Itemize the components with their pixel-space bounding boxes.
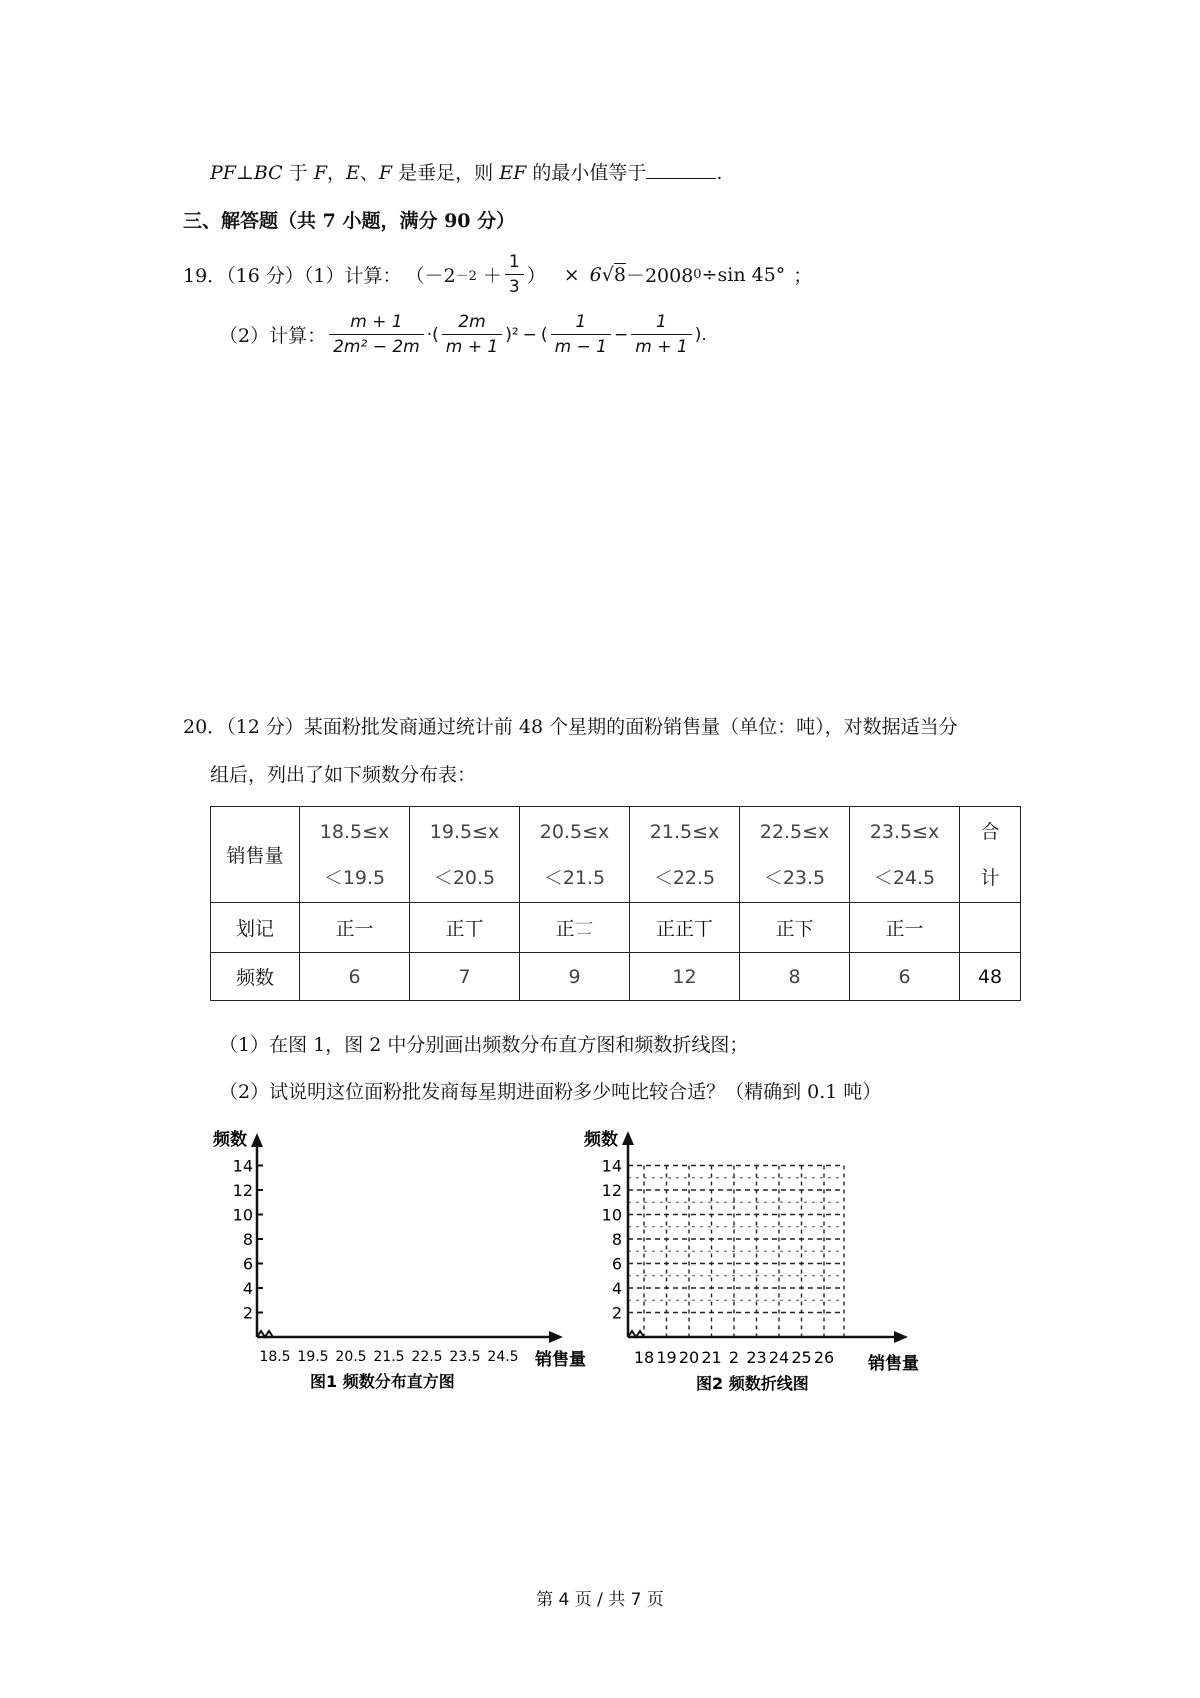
perp-symbol: ⊥ (235, 162, 254, 184)
total-header (960, 807, 1021, 903)
fig1-x-tick-label: 23.5 (449, 1349, 481, 1365)
fraction-2 (442, 310, 502, 359)
fig2-x-tick-label: 25 (791, 1348, 812, 1367)
fig2-x-tick-label: 21 (701, 1348, 722, 1367)
freq-cell: 12 (630, 953, 740, 1001)
tally-cell: 正一 (300, 903, 410, 953)
fig2-x-tick-label: 18 (633, 1348, 655, 1367)
range-top: 18.5≤x (319, 820, 390, 843)
period: . (716, 162, 723, 184)
radicand: 8 (613, 264, 626, 286)
fig1-y-tick-label: 12 (232, 1181, 253, 1200)
fig2-ylabel: 频数 (584, 1130, 618, 1150)
range-cell (740, 807, 850, 903)
range-top: 19.5≤x (429, 820, 500, 843)
fig1-x-arrow (549, 1331, 563, 1343)
text-yu: 于 (288, 162, 308, 184)
q19-number: 19．（16 分）（1）计算： (183, 265, 402, 287)
tally-cell: 正下 (740, 903, 850, 953)
paren-open: （－2 (405, 265, 456, 287)
fig2-x-tick-label: 2 (728, 1348, 740, 1367)
sqrt-symbol: √ (601, 263, 614, 286)
q18-tail-line (210, 158, 722, 185)
range-bottom: ＜21.5 (543, 866, 606, 889)
coefficient: 6 (589, 263, 602, 286)
bc-label: BC (253, 162, 283, 184)
range-top: 21.5≤x (649, 820, 720, 843)
fraction-1 (329, 310, 424, 359)
range-bottom: ＜24.5 (873, 866, 936, 889)
f-label: F (313, 162, 327, 184)
fig1-y-tick-label: 14 (232, 1156, 253, 1176)
fig1-x-ticks (259, 1349, 518, 1365)
figure-2-line-chart-axes (578, 1125, 938, 1395)
q20-line1: 20．（12 分）某面粉批发商通过统计前 48 个星期的面粉销售量（单位：吨），对数据适当分 (183, 716, 958, 738)
range-cell (410, 807, 520, 903)
total-freq-cell: 48 (960, 953, 1021, 1001)
f-label-2: F (378, 162, 393, 184)
fig2-xlabel: 销售量 (868, 1354, 919, 1374)
range-bottom: ＜19.5 (323, 866, 386, 889)
close-end: ). (694, 324, 707, 345)
page-footer: 第 4 页 / 共 7 页 (536, 1590, 664, 1610)
fig1-x-tick-label: 19.5 (297, 1349, 329, 1365)
freq-cell: 9 (520, 953, 630, 1001)
fig1-y-tick-label: 6 (242, 1254, 253, 1274)
minus-2008: －2008 (625, 265, 694, 287)
plus-sign: ＋ (482, 265, 502, 287)
square: ² (511, 324, 519, 345)
fraction-2-den: m + 1 (445, 337, 499, 357)
tally-cell: 正一 (850, 903, 960, 953)
text-foot: 是垂足，则 (398, 162, 494, 184)
row-header-sales: 销售量 (211, 807, 300, 903)
range-cell (850, 807, 960, 903)
semicolon: ； (793, 265, 813, 287)
fig1-y-tick-label: 2 (242, 1303, 253, 1323)
fig2-y-tick-label: 6 (611, 1254, 622, 1274)
figure-1-histogram-axes (205, 1125, 595, 1395)
fig1-x-tick-label: 21.5 (373, 1349, 405, 1365)
row-header-tally: 划记 (211, 903, 300, 953)
fig2-y-tick-label: 2 (611, 1303, 622, 1323)
range-cell (300, 807, 410, 903)
fraction-3-den: m − 1 (554, 337, 607, 357)
paren-r: ) (505, 324, 512, 345)
fig2-caption: 图2 频数折线图 (696, 1374, 809, 1393)
exponent: －2 (455, 269, 477, 284)
fig2-x-arrow (894, 1331, 908, 1343)
range-bottom: ＜20.5 (433, 866, 496, 889)
part2-label: （2）计算： (219, 325, 327, 347)
freq-cell: 6 (850, 953, 960, 1001)
frac-numerator: 1 (505, 250, 524, 275)
dot-operator: · (426, 324, 433, 345)
fraction-4 (631, 310, 691, 359)
fig2-y-tick-label: 14 (601, 1156, 622, 1176)
range-top: 20.5≤x (539, 820, 610, 843)
comma: ， (327, 162, 347, 184)
fig2-y-tick-label: 8 (611, 1230, 622, 1249)
range-top: 23.5≤x (869, 820, 940, 843)
paren-l-2: ( (540, 324, 548, 345)
q19-part1 (183, 250, 812, 299)
fig1-y-tick-label: 8 (242, 1230, 253, 1249)
fraction-4-den: m + 1 (635, 337, 688, 357)
fig1-x-tick-label: 22.5 (411, 1349, 443, 1365)
zero-exponent: 0 (693, 267, 702, 282)
fig2-y-tick-label: 12 (601, 1181, 622, 1200)
table-row (211, 903, 1021, 953)
fig2-dashed-grid (628, 1166, 844, 1338)
table-row (211, 953, 1021, 1001)
fig2-x-tick-label: 20 (678, 1348, 700, 1367)
fig2-y-arrow (622, 1131, 634, 1145)
fraction-2-num: 2m (442, 310, 502, 335)
minus-2: − (614, 324, 629, 345)
fraction-3-num: 1 (551, 310, 611, 335)
tally-cell-empty (960, 903, 1021, 953)
frac-denominator: 3 (508, 277, 520, 297)
separator: 、 (359, 162, 379, 184)
tally-cell: 正丅 (410, 903, 520, 953)
fig1-y-tick-label: 10 (232, 1205, 253, 1225)
freq-cell: 6 (300, 953, 410, 1001)
fig2-x-tick-label: 19 (656, 1348, 677, 1367)
fig1-y-arrow (251, 1133, 263, 1147)
total-bottom: 计 (980, 866, 1000, 889)
fig2-x-ticks (634, 1348, 834, 1367)
table-row (211, 807, 1021, 903)
fig1-y-tick-label: 4 (242, 1279, 253, 1298)
fig2-y-ticks (602, 1157, 622, 1323)
section-title: 三、解答题（共 7 小题，满分 90 分） (183, 210, 516, 232)
tally-cell: 正𠄟 (520, 903, 630, 953)
fraction-one-third (505, 250, 524, 299)
fraction-1-den: 2m² − 2m (333, 337, 420, 357)
pf-label: PF (210, 162, 236, 184)
range-top: 22.5≤x (759, 820, 830, 843)
row-header-freq: 频数 (211, 953, 300, 1001)
fig1-x-tick-label: 18.5 (259, 1349, 291, 1365)
fig1-y-ticks (233, 1157, 263, 1323)
frequency-table (210, 806, 1021, 1001)
fig1-ylabel: 频数 (213, 1130, 247, 1150)
minus: − (522, 324, 537, 345)
range-cell (630, 807, 740, 903)
q20-line2: 组后，列出了如下频数分布表： (210, 764, 477, 786)
div-sin: ÷sin 45° (701, 263, 786, 286)
freq-cell: 7 (410, 953, 520, 1001)
fig1-caption: 图1 频数分布直方图 (310, 1372, 455, 1391)
fig1-x-tick-label: 24.5 (487, 1349, 519, 1365)
tally-cell: 正正丅 (630, 903, 740, 953)
q20-sub2: （2）试说明这位面粉批发商每星期进面粉多少吨比较合适？（精确到 0.1 吨） (219, 1081, 882, 1103)
range-cell (520, 807, 630, 903)
answer-blank (646, 160, 716, 179)
fig2-y-tick-label: 4 (611, 1279, 622, 1298)
fig1-xlabel: 销售量 (535, 1350, 586, 1370)
fig2-x-tick-label: 26 (813, 1348, 835, 1367)
q20-sub1: （1）在图 1，图 2 中分别画出频数分布直方图和频数折线图； (219, 1034, 749, 1056)
q19-part2 (219, 310, 707, 359)
text-min: 的最小值等于 (532, 162, 647, 184)
freq-cell: 8 (740, 953, 850, 1001)
fig2-y-tick-label: 10 (601, 1205, 622, 1225)
paren-l: ( (432, 324, 439, 345)
fraction-4-num: 1 (631, 310, 691, 335)
fig2-x-tick-label: 24 (768, 1348, 790, 1367)
paren-close: ） (526, 265, 546, 287)
fig1-x-tick-label: 20.5 (335, 1349, 367, 1365)
times-sign: × (563, 263, 580, 286)
fraction-3 (551, 310, 611, 359)
fig2-x-tick-label: 23 (746, 1348, 767, 1367)
fraction-1-num: m + 1 (329, 310, 424, 335)
e-label: E (346, 162, 360, 184)
ef-label: EF (499, 162, 527, 184)
total-top: 合 (980, 820, 1000, 843)
range-bottom: ＜22.5 (653, 866, 716, 889)
range-bottom: ＜23.5 (763, 866, 826, 889)
